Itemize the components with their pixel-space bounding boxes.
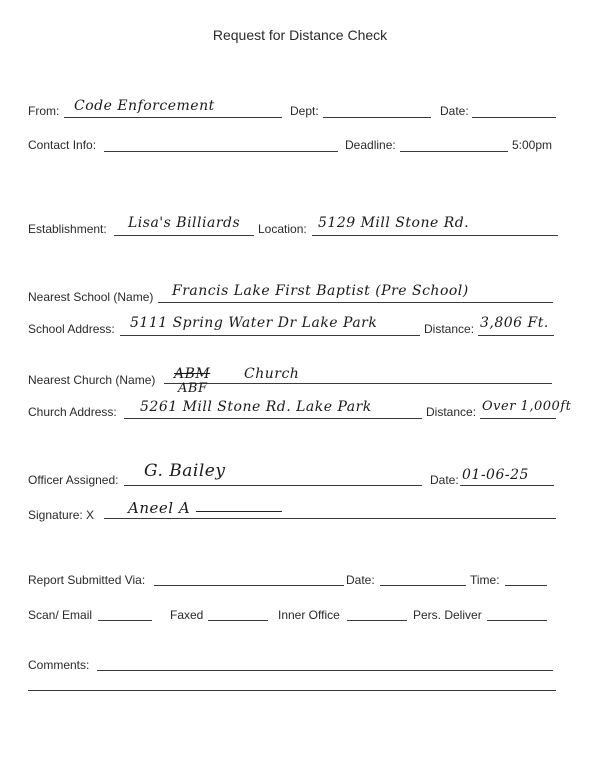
signature-value: Aneel A [128,499,191,517]
location-value: 5129 Mill Stone Rd. [318,215,470,231]
from-field[interactable] [64,117,282,118]
school-address-field[interactable] [120,335,420,336]
dept-field[interactable] [323,117,431,118]
church-address-label: Church Address: [28,405,117,419]
church-address-field[interactable] [124,418,422,419]
dept-label: Dept: [290,104,319,118]
faxed-field[interactable] [208,620,268,621]
comments-field[interactable] [97,670,553,671]
church-distance-field[interactable] [480,418,556,419]
officer-assigned-field[interactable] [124,485,422,486]
school-address-value: 5111 Spring Water Dr Lake Park [130,315,378,331]
location-label: Location: [258,222,307,236]
from-label: From: [28,104,60,118]
faxed-label: Faxed [170,608,204,622]
date-label: Date: [440,104,469,118]
school-address-label: School Address: [28,322,115,336]
pers-deliver-label: Pers. Deliver [413,608,482,622]
church-correction-value: ABF [178,381,208,396]
report-time-label: Time: [470,573,500,587]
report-submitted-field[interactable] [154,585,344,586]
church-crossed-value: ABM [174,366,211,382]
establishment-label: Establishment: [28,222,107,236]
date-field[interactable] [472,117,556,118]
pers-deliver-field[interactable] [487,620,547,621]
scan-email-field[interactable] [98,620,152,621]
school-distance-field[interactable] [478,335,554,336]
nearest-school-value: Francis Lake First Baptist (Pre School) [172,283,469,299]
deadline-field[interactable] [400,151,508,152]
form-title: Request for Distance Check [212,27,388,43]
inner-office-field[interactable] [347,620,407,621]
church-distance-label: Distance: [426,405,477,419]
from-value: Code Enforcement [74,98,215,114]
report-date-label: Date: [346,573,375,587]
nearest-school-field[interactable] [158,302,553,303]
officer-assigned-label: Officer Assigned: [28,473,119,487]
officer-assigned-value: G. Bailey [144,461,226,481]
nearest-church-label: Nearest Church (Name) [28,373,156,387]
contact-info-field[interactable] [104,151,338,152]
school-distance-value: 3,806 Ft. [480,315,549,331]
church-name-value: Church [244,366,300,382]
contact-info-label: Contact Info: [28,138,97,152]
church-address-value: 5261 Mill Stone Rd. Lake Park [140,399,372,415]
signature-label: Signature: X [28,508,95,522]
officer-date-label: Date: [430,473,459,487]
nearest-school-label: Nearest School (Name) [28,290,154,304]
officer-date-field[interactable] [460,485,554,486]
inner-office-label: Inner Office [278,608,340,622]
comments-field-line-2[interactable] [28,690,556,691]
comments-label: Comments: [28,658,90,672]
report-submitted-label: Report Submitted Via: [28,573,146,587]
establishment-value: Lisa's Billiards [128,215,241,231]
location-field[interactable] [312,235,558,236]
deadline-time: 5:00pm [512,138,553,152]
signature-stroke [196,511,282,512]
signature-field[interactable] [104,518,556,519]
school-distance-label: Distance: [424,322,475,336]
report-date-field[interactable] [380,585,466,586]
report-time-field[interactable] [505,585,547,586]
officer-date-value: 01-06-25 [462,467,529,483]
scan-email-label: Scan/ Email [28,608,93,622]
church-distance-value: Over 1,000ft [482,399,572,414]
establishment-field[interactable] [114,235,254,236]
nearest-church-field[interactable] [164,383,552,384]
deadline-label: Deadline: [345,138,396,152]
